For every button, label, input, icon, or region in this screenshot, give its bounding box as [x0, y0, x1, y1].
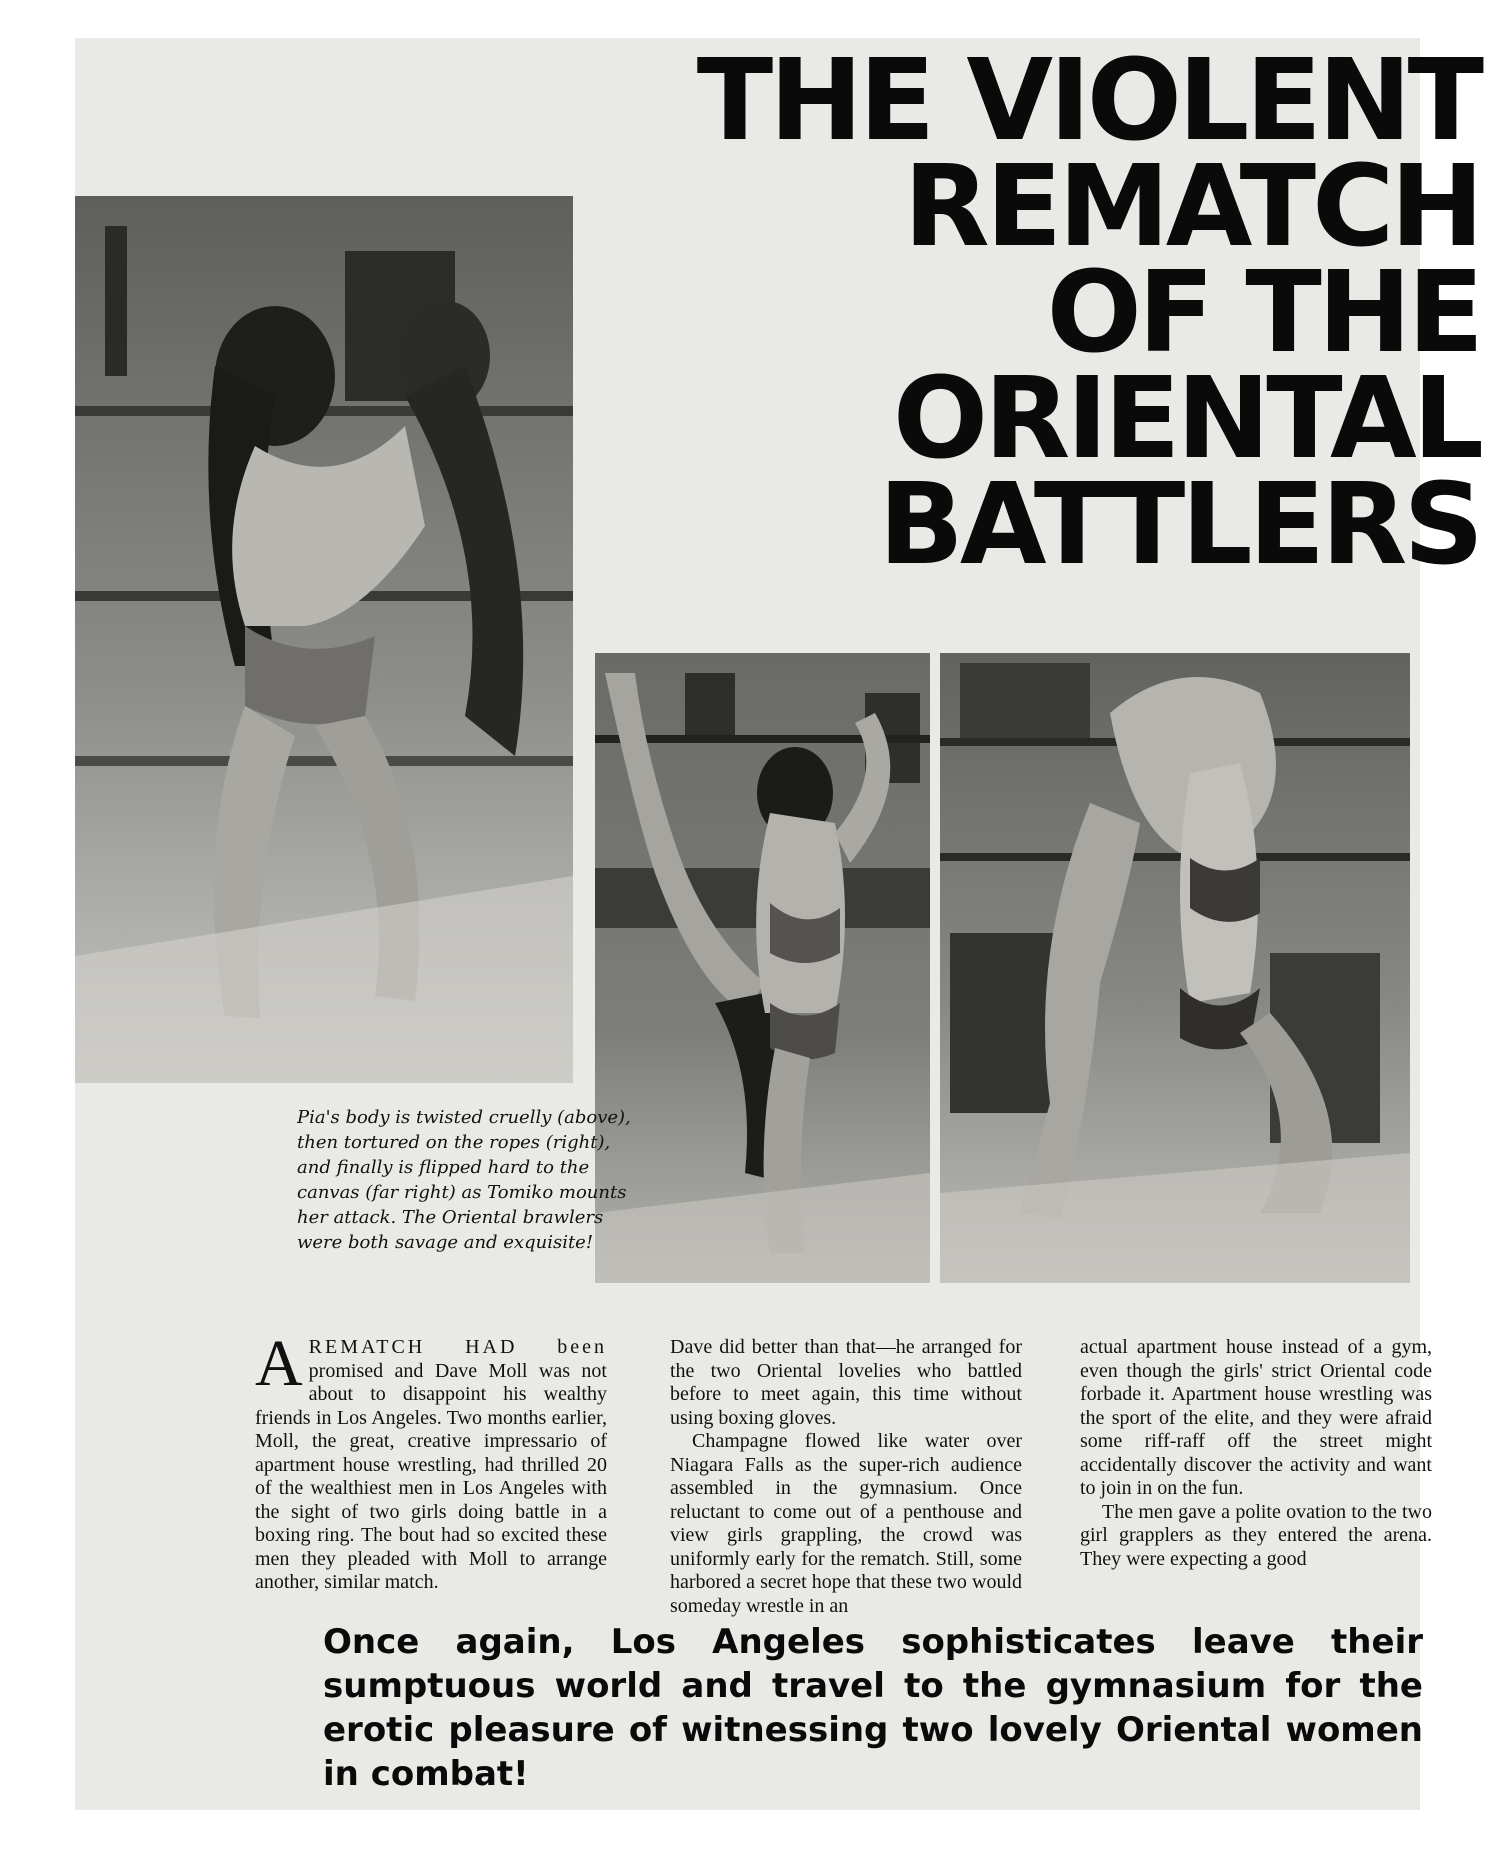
headline-line-5: BATTLERS [878, 460, 1480, 590]
article-paragraph: actual apartment house instead of a gym, even though the girls' strict Oriental code forbade it. Apartment house wrestling was the sport of the elite, and they were afraid some riff-raff off the street might accidentally discover the activity and want to join in on the fun. [1080, 1336, 1432, 1499]
article-column-1 [255, 1327, 607, 1595]
article-paragraph: Dave did better than that—he arranged for the two Oriental lovelies who battled before to meet again, this time without using boxing gloves. [670, 1336, 1022, 1429]
main-photo [75, 196, 573, 1083]
drop-cap: A [255, 1327, 303, 1400]
lead-in: REMATCH HAD been [308, 1336, 607, 1358]
headline-line-3: OF THE [1046, 248, 1480, 378]
article-paragraph [255, 1327, 607, 1595]
photo-caption: Pia's body is twisted cruelly (above), then tortured on the ropes (right), and finally is flipped hard to the canvas (far right) as Tomiko mounts her attack. The Oriental brawlers were both savage and exquisite! [297, 1107, 631, 1253]
article-column-3 [1080, 1336, 1432, 1571]
headline-line-1: THE VIOLENT [696, 36, 1480, 166]
middle-photo [595, 653, 930, 1283]
headline-line-2: REMATCH [903, 142, 1480, 272]
wrestlers-backbend-image [75, 196, 573, 1083]
magazine-page [75, 36, 1480, 1810]
article-paragraph: Champagne flowed like water over Niagara Falls as the super-rich audience assembled in the gymnasium. Once reluctant to come out of a penthouse and view girls grappling, the crowd was uniformly early for the rematch. Still, some harbored a secret hope that these two would someday wrestle in an [670, 1430, 1022, 1617]
wrestler-on-ropes-image [595, 653, 930, 1283]
deck-text: Once again, Los Angeles sophisticates leave their sumptuous world and travel to the gymnasium for the erotic pleasure of witnessing two lovely Oriental women in combat! [323, 1622, 1423, 1794]
headline [620, 36, 1480, 590]
headline-line-4: ORIENTAL [892, 354, 1480, 484]
article-column-2 [670, 1336, 1022, 1618]
wrestlers-headlock-image [940, 653, 1410, 1283]
right-photo [940, 653, 1410, 1283]
article-text: promised and Dave Moll was not about to disappoint his wealthy friends in Los Angeles. Two months earlier, Moll, the great, creative impressario of apartment house wrestling, had thrilled 20 of the wealthiest men in Los Angeles with the sight of two girls doing battle in a boxing ring. The bout had so excited these men they pleaded with Moll to arrange another, similar match. [255, 1359, 607, 1593]
article-paragraph: The men gave a polite ovation to the two girl grapplers as they entered the arena. They were expecting a good [1080, 1500, 1432, 1570]
